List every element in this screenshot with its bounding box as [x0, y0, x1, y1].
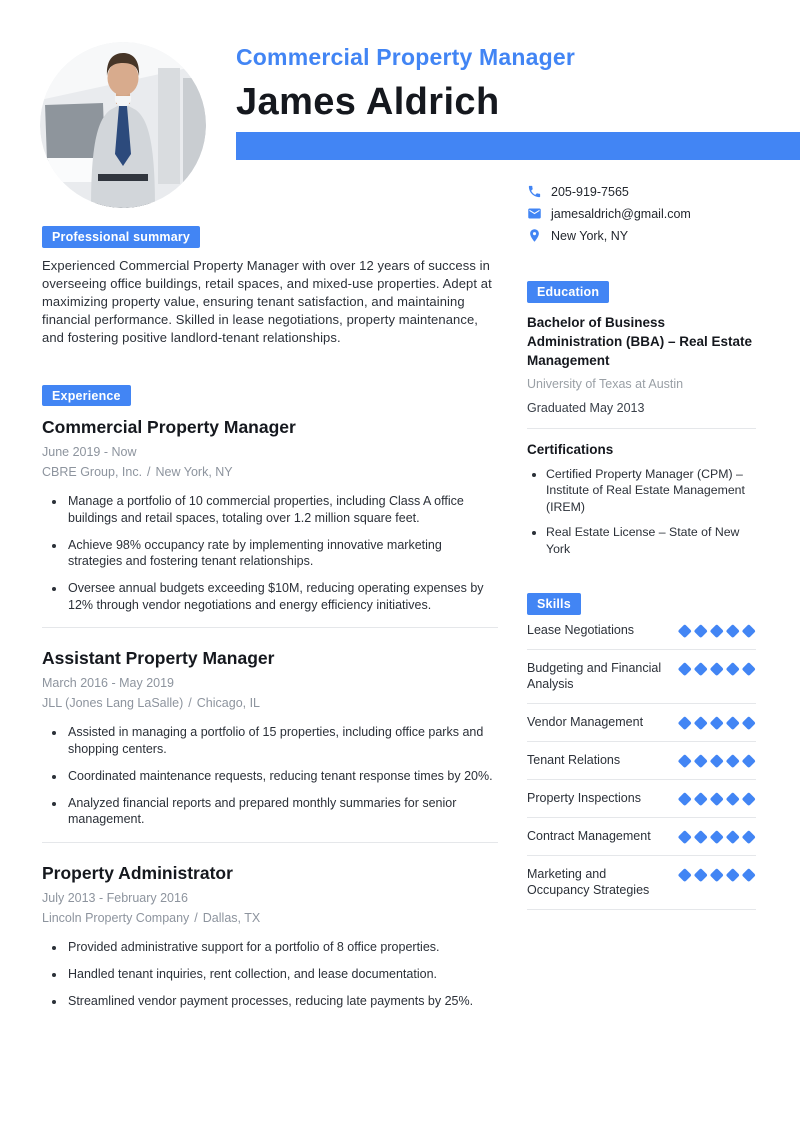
job-bullet: • Achieve 98% occupancy rate by implementing innovative marketing strategies and fostering tenant relationships.	[66, 537, 498, 570]
job-bullet-list	[42, 493, 498, 613]
profile-photo-illustration	[40, 42, 206, 208]
skill-diamond-icon	[742, 868, 755, 881]
skill-diamond-icon	[678, 830, 691, 843]
job-dates: June 2019 - Now	[42, 445, 137, 460]
skill-rating	[678, 660, 757, 676]
header	[236, 44, 800, 160]
skill-row	[527, 780, 756, 818]
job-entry	[42, 862, 498, 1010]
job-bullet: • Analyzed financial reports and prepared monthly summaries for senior management.	[66, 795, 498, 828]
skill-diamond-icon	[742, 754, 755, 767]
skill-rating	[678, 752, 757, 768]
skill-diamond-icon	[710, 624, 723, 637]
divider	[42, 627, 498, 628]
education-section-badge: Education	[527, 281, 609, 303]
skill-diamond-icon	[710, 716, 723, 729]
summary-section-badge: Professional summary	[42, 226, 200, 248]
skill-diamond-icon	[710, 868, 723, 881]
skill-row	[527, 856, 756, 910]
skill-diamond-icon	[678, 754, 691, 767]
job-bullet: • Coordinated maintenance requests, reducing tenant response times by 20%.	[66, 768, 498, 785]
skill-diamond-icon	[726, 716, 739, 729]
job-bullet: • Provided administrative support for a portfolio of 8 office properties.	[66, 939, 498, 956]
job-title: Commercial Property Manager	[42, 417, 296, 438]
job-entry	[42, 416, 498, 613]
header-job-title: Commercial Property Manager	[236, 44, 576, 70]
job-title: Property Administrator	[42, 862, 233, 883]
job-entry	[42, 647, 498, 828]
skill-row	[527, 704, 756, 742]
skill-row	[527, 615, 756, 650]
skill-name: Contract Management	[527, 828, 651, 843]
job-location: Dallas, TX	[202, 910, 261, 925]
skill-rating	[678, 714, 757, 730]
skill-diamond-icon	[694, 792, 707, 805]
skill-name: Budgeting and Financial Analysis	[527, 660, 662, 691]
email-address[interactable]: jamesaldrich@gmail.com	[551, 206, 691, 221]
contact-location	[527, 228, 756, 243]
job-bullet: • Oversee annual budgets exceeding $10M, reducing operating expenses by 12% through vendor negotiations and energy efficiency initiatives.	[66, 580, 498, 613]
certification-item: • Certified Property Manager (CPM) – Institute of Real Estate Management (IREM)	[546, 466, 756, 516]
skill-diamond-icon	[678, 716, 691, 729]
job-title: Assistant Property Manager	[42, 648, 275, 669]
skill-row	[527, 742, 756, 780]
skill-name: Vendor Management	[527, 714, 644, 729]
person-name: James Aldrich	[236, 81, 500, 123]
skill-diamond-icon	[726, 830, 739, 843]
job-company: CBRE Group, Inc.	[42, 465, 143, 480]
job-bullet-list	[42, 724, 498, 828]
certifications-heading: Certifications	[527, 441, 614, 457]
skill-rating	[678, 790, 757, 806]
job-company-line	[42, 911, 498, 926]
education-school: University of Texas at Austin	[527, 376, 684, 391]
job-company-line	[42, 696, 498, 711]
email-icon	[527, 206, 542, 221]
phone-number: 205-919-7565	[551, 184, 629, 199]
skill-diamond-icon	[742, 662, 755, 675]
skill-diamond-icon	[678, 662, 691, 675]
skill-diamond-icon	[678, 792, 691, 805]
contact-section	[527, 184, 756, 243]
skill-diamond-icon	[710, 792, 723, 805]
separator: /	[147, 465, 151, 480]
skill-diamond-icon	[694, 830, 707, 843]
experience-section-badge: Experience	[42, 385, 131, 407]
skill-name: Tenant Relations	[527, 752, 621, 767]
job-bullet-list	[42, 939, 498, 1010]
education-graduation-date: Graduated May 2013	[527, 400, 645, 415]
skill-name: Property Inspections	[527, 790, 641, 805]
skill-diamond-icon	[726, 868, 739, 881]
skill-diamond-icon	[694, 716, 707, 729]
job-company: JLL (Jones Lang LaSalle)	[42, 696, 184, 711]
job-bullet: • Manage a portfolio of 10 commercial properties, including Class A office buildings and retail spaces, totaling over 1.2 million square feet.	[66, 493, 498, 526]
skill-rating	[678, 866, 757, 882]
skill-diamond-icon	[742, 792, 755, 805]
skill-diamond-icon	[694, 868, 707, 881]
skill-diamond-icon	[678, 868, 691, 881]
location-icon	[527, 228, 542, 243]
job-company: Lincoln Property Company	[42, 910, 190, 925]
skill-diamond-icon	[710, 830, 723, 843]
divider	[42, 842, 498, 843]
job-location: Chicago, IL	[196, 696, 261, 711]
skill-rating	[678, 622, 757, 638]
separator: /	[188, 696, 192, 711]
skill-diamond-icon	[694, 754, 707, 767]
skill-diamond-icon	[710, 662, 723, 675]
summary-text: Experienced Commercial Property Manager with over 12 years of success in overseeing office buildings, retail spaces, and mixed-use properties. Adept at maximizing property value, ensuring tenant satisfaction, and maintaining financial performance. Skilled in lease negotiations, property maintenance, and fostering positive landlord-tenant relationships.	[42, 257, 492, 346]
skill-row	[527, 650, 756, 704]
certifications-list	[527, 466, 756, 558]
skill-diamond-icon	[710, 754, 723, 767]
skill-diamond-icon	[694, 662, 707, 675]
skill-diamond-icon	[742, 716, 755, 729]
skill-rating	[678, 828, 757, 844]
skill-name: Marketing and Occupancy Strategies	[527, 866, 650, 897]
profile-photo	[40, 42, 206, 208]
job-bullet: • Assisted in managing a portfolio of 15 properties, including office parks and shopping centers.	[66, 724, 498, 757]
contact-phone	[527, 184, 756, 199]
skill-diamond-icon	[678, 624, 691, 637]
skill-diamond-icon	[742, 830, 755, 843]
phone-icon	[527, 184, 542, 199]
skill-diamond-icon	[726, 662, 739, 675]
skill-diamond-icon	[726, 624, 739, 637]
skill-name: Lease Negotiations	[527, 622, 635, 637]
job-dates: March 2016 - May 2019	[42, 676, 175, 691]
skill-diamond-icon	[726, 792, 739, 805]
job-dates: July 2013 - February 2016	[42, 890, 188, 905]
main-column	[42, 226, 498, 1020]
job-location: New York, NY	[155, 465, 233, 480]
skill-row	[527, 818, 756, 856]
skill-diamond-icon	[726, 754, 739, 767]
header-accent-bar	[236, 132, 800, 160]
separator: /	[194, 910, 198, 925]
divider	[527, 428, 756, 429]
skills-section-badge: Skills	[527, 593, 581, 615]
job-bullet: • Handled tenant inquiries, rent collection, and lease documentation.	[66, 966, 498, 983]
skill-diamond-icon	[694, 624, 707, 637]
certification-item: • Real Estate License – State of New York	[546, 524, 756, 557]
job-company-line	[42, 465, 498, 480]
location-text: New York, NY	[551, 228, 629, 243]
education-degree: Bachelor of Business Administration (BBA) – Real Estate Management	[527, 314, 753, 368]
job-bullet: • Streamlined vendor payment processes, reducing late payments by 25%.	[66, 993, 498, 1010]
sidebar-column	[527, 184, 756, 910]
skills-list	[527, 615, 756, 910]
skill-diamond-icon	[742, 624, 755, 637]
contact-email	[527, 206, 756, 221]
